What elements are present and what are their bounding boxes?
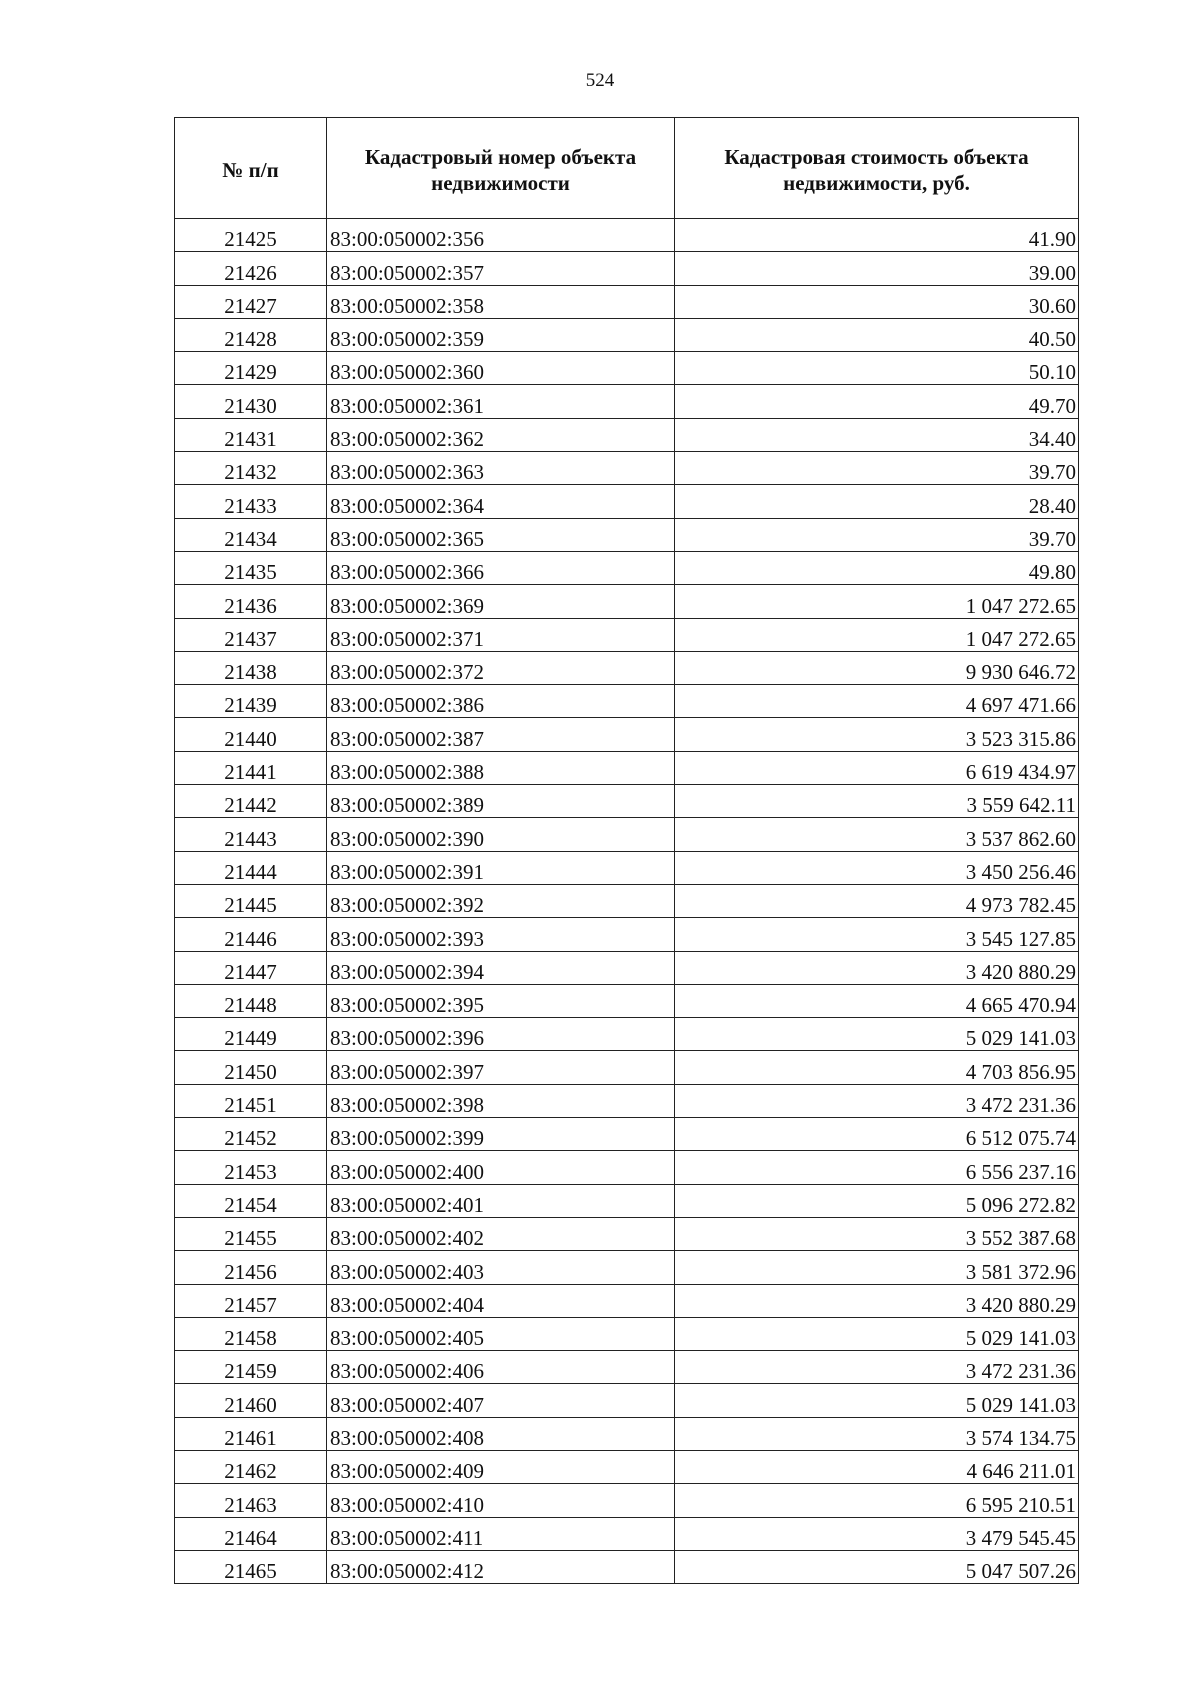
row-number-cell: 21451: [175, 1084, 327, 1117]
cadastral-value-cell: 9 930 646.72: [675, 651, 1079, 684]
cadastral-number-cell: 83:00:050002:391: [327, 851, 675, 884]
table-row: [175, 1018, 1079, 1051]
cadastral-value-cell: 3 472 231.36: [675, 1351, 1079, 1384]
table-row: [175, 418, 1079, 451]
row-number-cell: 21427: [175, 285, 327, 318]
cadastral-number-cell: 83:00:050002:372: [327, 651, 675, 684]
row-number-cell: 21443: [175, 818, 327, 851]
row-number-cell: 21456: [175, 1251, 327, 1284]
row-number-cell: 21437: [175, 618, 327, 651]
table-header-row: [175, 118, 1079, 219]
cadastral-value-cell: 6 556 237.16: [675, 1151, 1079, 1184]
cadastral-value-cell: 4 697 471.66: [675, 685, 1079, 718]
table-row: [175, 1217, 1079, 1250]
cadastral-value-cell: 39.00: [675, 252, 1079, 285]
cadastral-value-cell: 4 973 782.45: [675, 884, 1079, 917]
cadastral-value-cell: 1 047 272.65: [675, 618, 1079, 651]
cadastral-number-cell: 83:00:050002:365: [327, 518, 675, 551]
cadastral-number-cell: 83:00:050002:412: [327, 1550, 675, 1583]
cadastral-number-cell: 83:00:050002:371: [327, 618, 675, 651]
row-number-cell: 21438: [175, 651, 327, 684]
table-row: [175, 1184, 1079, 1217]
row-number-cell: 21441: [175, 751, 327, 784]
cadastral-value-cell: 34.40: [675, 418, 1079, 451]
cadastral-number-cell: 83:00:050002:364: [327, 485, 675, 518]
table-row: [175, 1550, 1079, 1583]
cadastral-value-cell: 6 595 210.51: [675, 1484, 1079, 1517]
row-number-cell: 21428: [175, 318, 327, 351]
table-row: [175, 851, 1079, 884]
row-number-cell: 21442: [175, 785, 327, 818]
row-number-cell: 21439: [175, 685, 327, 718]
cadastral-number-cell: 83:00:050002:392: [327, 884, 675, 917]
row-number-cell: 21429: [175, 352, 327, 385]
cadastral-value-cell: 50.10: [675, 352, 1079, 385]
cadastral-number-cell: 83:00:050002:402: [327, 1217, 675, 1250]
table-row: [175, 1351, 1079, 1384]
header-cadastral-value: Кадастровая стоимость объекта недвижимости, руб.: [675, 118, 1079, 219]
cadastral-value-cell: 4 665 470.94: [675, 984, 1079, 1017]
row-number-cell: 21465: [175, 1550, 327, 1583]
table-row: [175, 651, 1079, 684]
cadastral-number-cell: 83:00:050002:386: [327, 685, 675, 718]
cadastral-value-cell: 3 537 862.60: [675, 818, 1079, 851]
table-row: [175, 518, 1079, 551]
row-number-cell: 21458: [175, 1317, 327, 1350]
cadastral-number-cell: 83:00:050002:389: [327, 785, 675, 818]
table-row: [175, 452, 1079, 485]
header-row-number: № п/п: [175, 118, 327, 219]
row-number-cell: 21434: [175, 518, 327, 551]
cadastral-number-cell: 83:00:050002:397: [327, 1051, 675, 1084]
cadastral-value-cell: 30.60: [675, 285, 1079, 318]
cadastral-value-cell: 6 512 075.74: [675, 1118, 1079, 1151]
header-cadastral-number: Кадастровый номер объекта недвижимости: [327, 118, 675, 219]
cadastral-number-cell: 83:00:050002:387: [327, 718, 675, 751]
row-number-cell: 21462: [175, 1450, 327, 1483]
cadastral-value-cell: 3 574 134.75: [675, 1417, 1079, 1450]
table-row: [175, 1251, 1079, 1284]
row-number-cell: 21444: [175, 851, 327, 884]
cadastral-number-cell: 83:00:050002:390: [327, 818, 675, 851]
cadastral-value-cell: 3 420 880.29: [675, 1284, 1079, 1317]
table-row: [175, 1084, 1079, 1117]
table-row: [175, 219, 1079, 252]
cadastral-number-cell: 83:00:050002:388: [327, 751, 675, 784]
cadastral-value-cell: 5 047 507.26: [675, 1550, 1079, 1583]
cadastral-number-cell: 83:00:050002:366: [327, 551, 675, 584]
cadastral-number-cell: 83:00:050002:404: [327, 1284, 675, 1317]
cadastral-number-cell: 83:00:050002:406: [327, 1351, 675, 1384]
table-row: [175, 618, 1079, 651]
cadastral-number-cell: 83:00:050002:405: [327, 1317, 675, 1350]
table-row: [175, 785, 1079, 818]
cadastral-number-cell: 83:00:050002:408: [327, 1417, 675, 1450]
cadastral-value-cell: 39.70: [675, 518, 1079, 551]
cadastral-value-cell: 4 646 211.01: [675, 1450, 1079, 1483]
cadastral-number-cell: 83:00:050002:403: [327, 1251, 675, 1284]
cadastral-number-cell: 83:00:050002:399: [327, 1118, 675, 1151]
table-row: [175, 1417, 1079, 1450]
table-row: [175, 385, 1079, 418]
cadastral-value-cell: 1 047 272.65: [675, 585, 1079, 618]
cadastral-value-cell: 3 420 880.29: [675, 951, 1079, 984]
table-row: [175, 1484, 1079, 1517]
row-number-cell: 21457: [175, 1284, 327, 1317]
cadastral-value-cell: 3 479 545.45: [675, 1517, 1079, 1550]
row-number-cell: 21464: [175, 1517, 327, 1550]
table-row: [175, 1450, 1079, 1483]
table-row: [175, 984, 1079, 1017]
table-row: [175, 884, 1079, 917]
row-number-cell: 21433: [175, 485, 327, 518]
cadastral-value-cell: 40.50: [675, 318, 1079, 351]
table-row: [175, 585, 1079, 618]
row-number-cell: 21432: [175, 452, 327, 485]
cadastral-value-cell: 3 559 642.11: [675, 785, 1079, 818]
row-number-cell: 21436: [175, 585, 327, 618]
cadastral-number-cell: 83:00:050002:359: [327, 318, 675, 351]
table-row: [175, 485, 1079, 518]
cadastral-value-cell: 5 029 141.03: [675, 1018, 1079, 1051]
table-row: [175, 1284, 1079, 1317]
row-number-cell: 21447: [175, 951, 327, 984]
row-number-cell: 21449: [175, 1018, 327, 1051]
table-row: [175, 285, 1079, 318]
cadastral-value-table: [174, 117, 1079, 1584]
table-row: [175, 1051, 1079, 1084]
cadastral-value-cell: 5 029 141.03: [675, 1317, 1079, 1350]
row-number-cell: 21453: [175, 1151, 327, 1184]
cadastral-number-cell: 83:00:050002:356: [327, 219, 675, 252]
cadastral-number-cell: 83:00:050002:361: [327, 385, 675, 418]
row-number-cell: 21461: [175, 1417, 327, 1450]
row-number-cell: 21463: [175, 1484, 327, 1517]
table-row: [175, 1317, 1079, 1350]
cadastral-number-cell: 83:00:050002:395: [327, 984, 675, 1017]
cadastral-number-cell: 83:00:050002:410: [327, 1484, 675, 1517]
cadastral-number-cell: 83:00:050002:401: [327, 1184, 675, 1217]
cadastral-number-cell: 83:00:050002:393: [327, 918, 675, 951]
table-row: [175, 352, 1079, 385]
cadastral-value-cell: 49.70: [675, 385, 1079, 418]
table-row: [175, 318, 1079, 351]
cadastral-number-cell: 83:00:050002:360: [327, 352, 675, 385]
cadastral-number-cell: 83:00:050002:407: [327, 1384, 675, 1417]
cadastral-value-cell: 5 029 141.03: [675, 1384, 1079, 1417]
row-number-cell: 21460: [175, 1384, 327, 1417]
row-number-cell: 21445: [175, 884, 327, 917]
table-row: [175, 685, 1079, 718]
cadastral-number-cell: 83:00:050002:409: [327, 1450, 675, 1483]
cadastral-value-cell: 5 096 272.82: [675, 1184, 1079, 1217]
table-row: [175, 751, 1079, 784]
table-row: [175, 551, 1079, 584]
cadastral-value-cell: 3 523 315.86: [675, 718, 1079, 751]
cadastral-number-cell: 83:00:050002:396: [327, 1018, 675, 1051]
cadastral-value-cell: 39.70: [675, 452, 1079, 485]
row-number-cell: 21425: [175, 219, 327, 252]
cadastral-value-cell: 41.90: [675, 219, 1079, 252]
table-row: [175, 718, 1079, 751]
row-number-cell: 21459: [175, 1351, 327, 1384]
row-number-cell: 21431: [175, 418, 327, 451]
cadastral-number-cell: 83:00:050002:363: [327, 452, 675, 485]
table-row: [175, 918, 1079, 951]
cadastral-value-cell: 4 703 856.95: [675, 1051, 1079, 1084]
row-number-cell: 21435: [175, 551, 327, 584]
cadastral-number-cell: 83:00:050002:394: [327, 951, 675, 984]
cadastral-value-cell: 6 619 434.97: [675, 751, 1079, 784]
table-row: [175, 818, 1079, 851]
cadastral-number-cell: 83:00:050002:362: [327, 418, 675, 451]
cadastral-value-cell: 3 581 372.96: [675, 1251, 1079, 1284]
row-number-cell: 21426: [175, 252, 327, 285]
cadastral-number-cell: 83:00:050002:357: [327, 252, 675, 285]
table-row: [175, 1151, 1079, 1184]
cadastral-number-cell: 83:00:050002:369: [327, 585, 675, 618]
row-number-cell: 21446: [175, 918, 327, 951]
cadastral-value-cell: 3 450 256.46: [675, 851, 1079, 884]
cadastral-value-cell: 49.80: [675, 551, 1079, 584]
table-row: [175, 1384, 1079, 1417]
cadastral-value-cell: 3 552 387.68: [675, 1217, 1079, 1250]
cadastral-number-cell: 83:00:050002:400: [327, 1151, 675, 1184]
table-row: [175, 951, 1079, 984]
table-row: [175, 252, 1079, 285]
page-number: 524: [585, 70, 615, 91]
cadastral-value-cell: 3 472 231.36: [675, 1084, 1079, 1117]
row-number-cell: 21450: [175, 1051, 327, 1084]
cadastral-number-cell: 83:00:050002:358: [327, 285, 675, 318]
cadastral-number-cell: 83:00:050002:411: [327, 1517, 675, 1550]
row-number-cell: 21454: [175, 1184, 327, 1217]
table-row: [175, 1517, 1079, 1550]
row-number-cell: 21448: [175, 984, 327, 1017]
row-number-cell: 21430: [175, 385, 327, 418]
cadastral-number-cell: 83:00:050002:398: [327, 1084, 675, 1117]
cadastral-value-cell: 3 545 127.85: [675, 918, 1079, 951]
row-number-cell: 21452: [175, 1118, 327, 1151]
row-number-cell: 21440: [175, 718, 327, 751]
row-number-cell: 21455: [175, 1217, 327, 1250]
cadastral-value-cell: 28.40: [675, 485, 1079, 518]
table-row: [175, 1118, 1079, 1151]
